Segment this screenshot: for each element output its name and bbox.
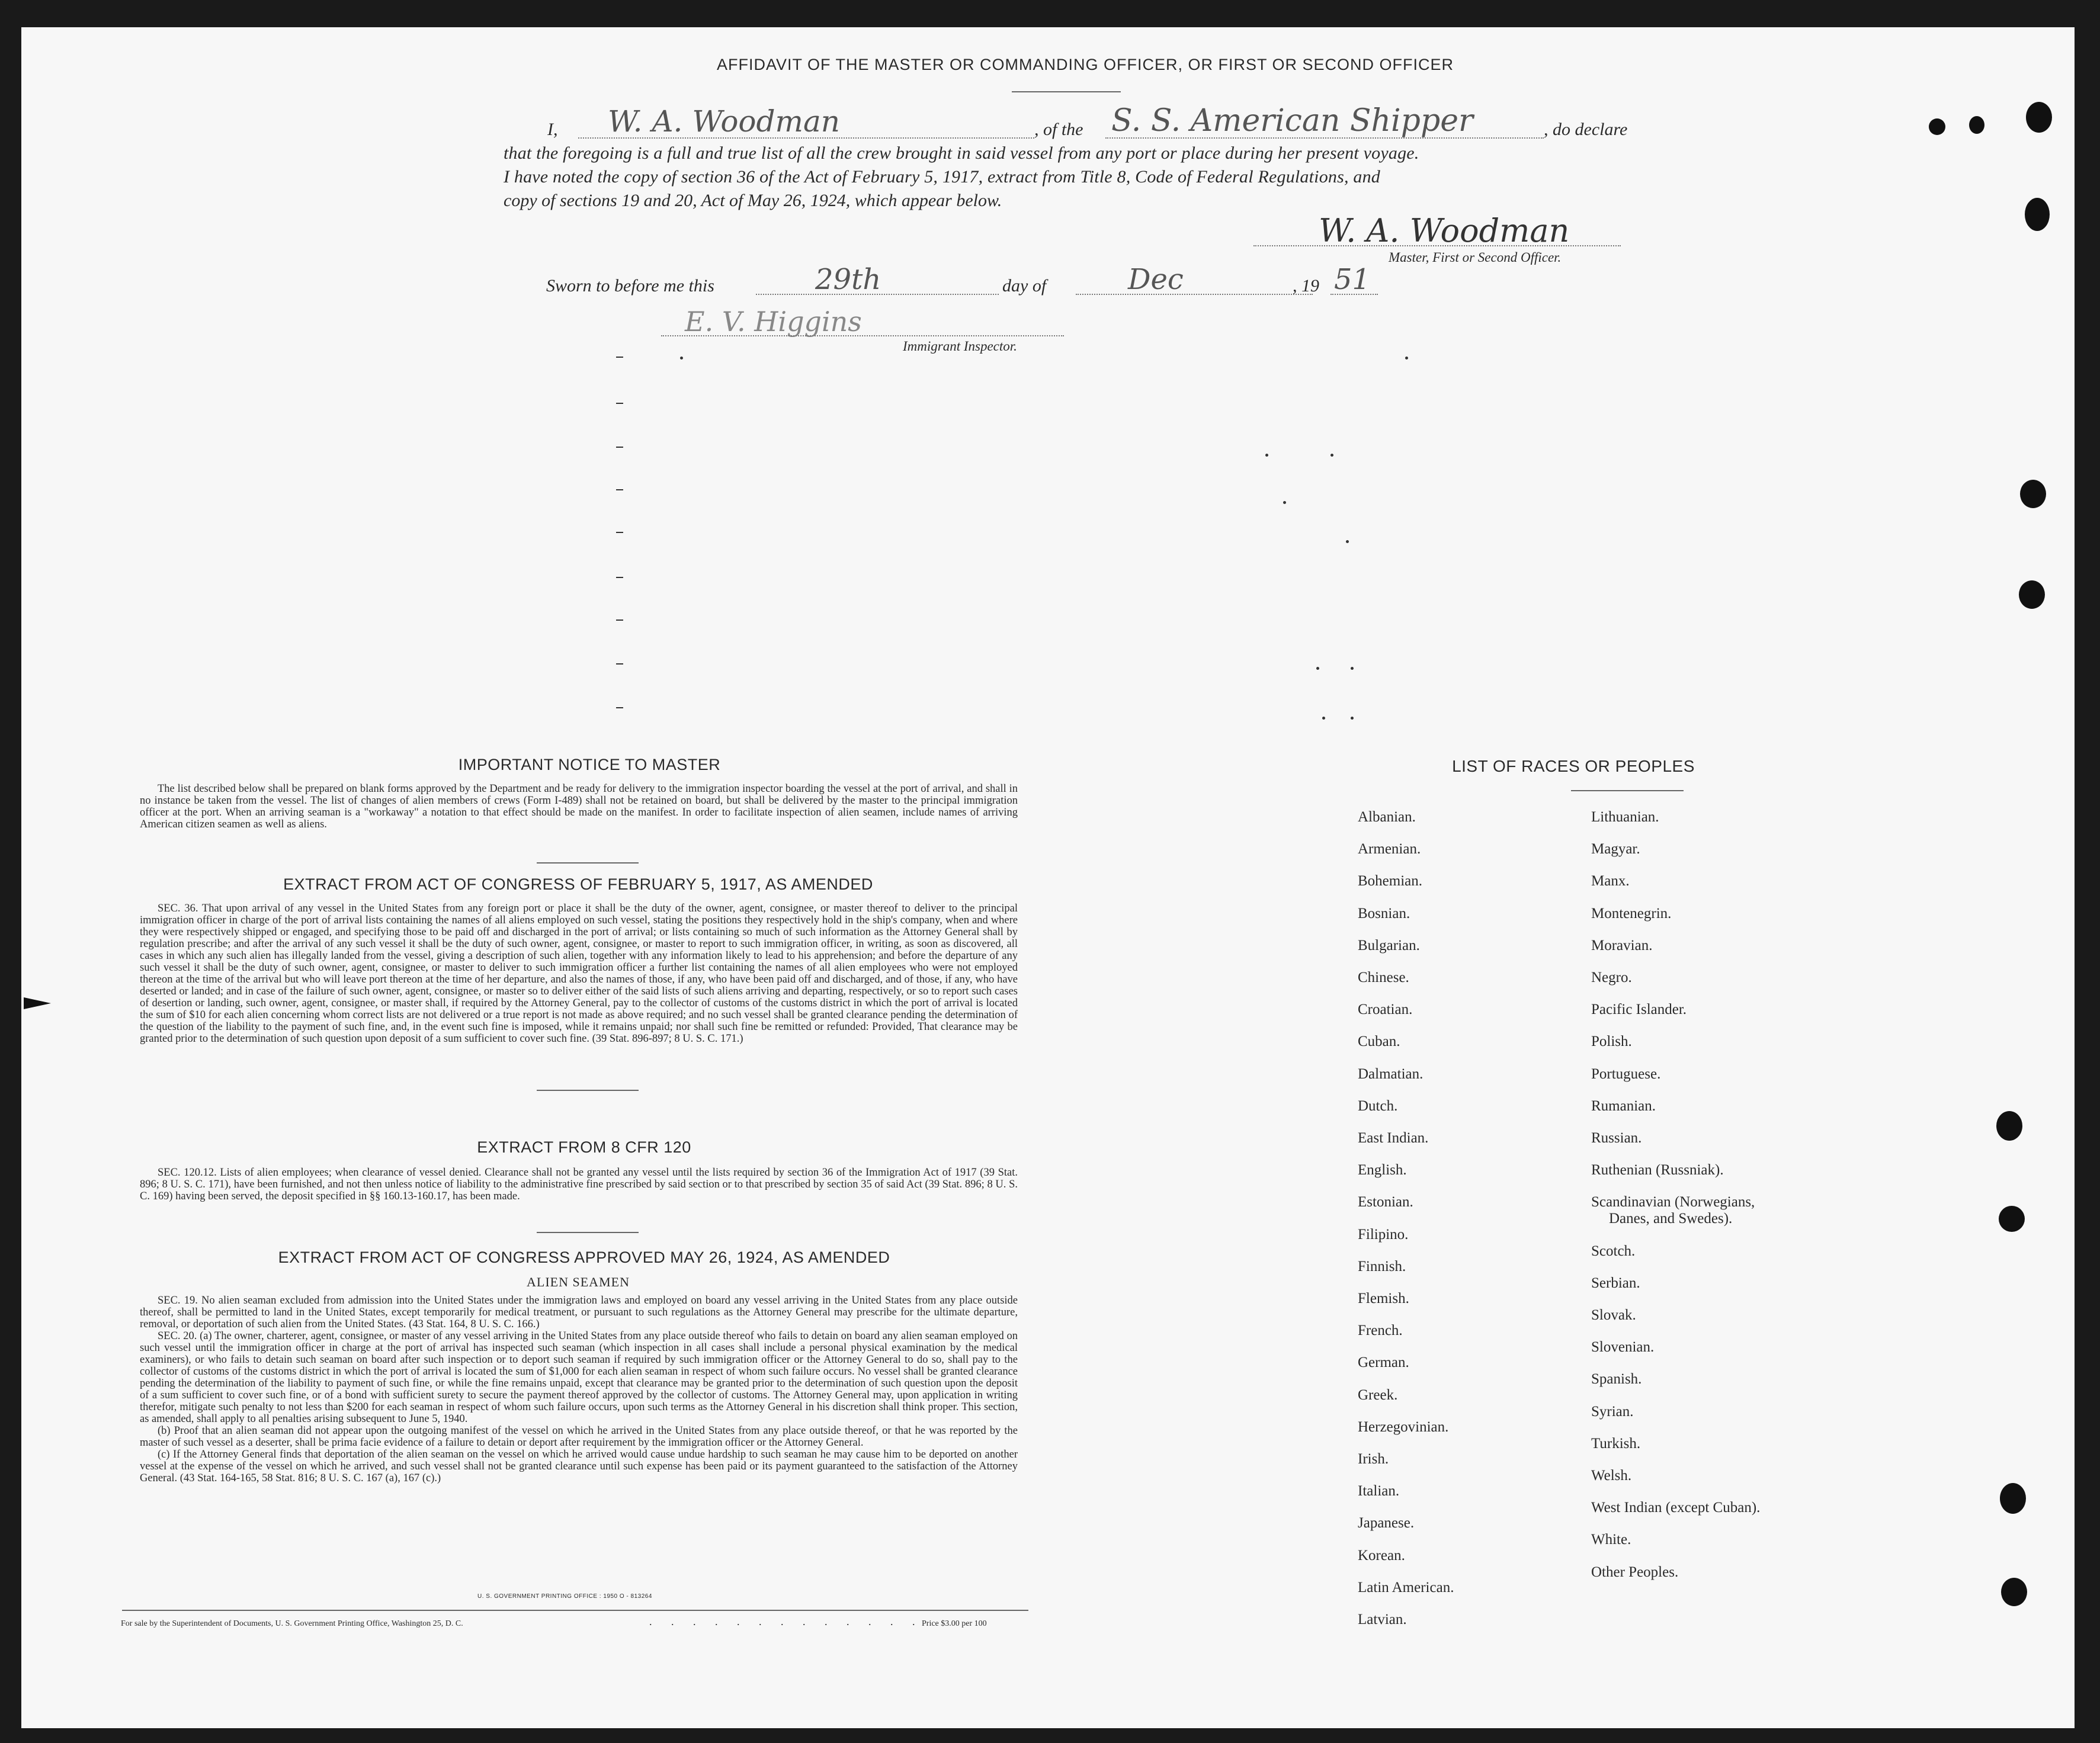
- sworn-day-handwritten: 29th: [815, 263, 881, 296]
- punch-hole-6: [1999, 1206, 2025, 1232]
- extract-1917-divider: [537, 1090, 639, 1091]
- extract-cfr-body: [140, 1167, 1018, 1202]
- affidavit-line-3: I have noted the copy of section 36 of the Act of February 5, 1917, extract from Title 8, Code of Federal Regulations, and: [504, 167, 1380, 187]
- vessel-name-handwritten: S. S. American Shipper: [1111, 103, 1473, 139]
- margin-dot: [1405, 357, 1408, 359]
- punch-hole-5: [1996, 1111, 2022, 1141]
- race-left-item: Finnish.: [1358, 1258, 1406, 1275]
- affidavit-i-label: I,: [547, 120, 558, 139]
- race-left-item: Estonian.: [1358, 1194, 1413, 1211]
- sec-20b-text: (b) Proof that an alien seaman did not appear upon the outgoing manifest of the vessel on which he arrived in the United States from any place outside thereof, or that he was reported by the master of such vessel as a deserter, shall be prima facie evidence of a failure to detain or deport after requirement by the immigration officer or the Attorney General.: [140, 1425, 1018, 1449]
- races-divider: [1571, 790, 1684, 791]
- race-left-item: Italian.: [1358, 1483, 1400, 1500]
- affidavit-do-declare: , do declare: [1544, 120, 1628, 139]
- race-right-item: West Indian (except Cuban).: [1591, 1500, 1761, 1516]
- race-left-item: Korean.: [1358, 1547, 1405, 1564]
- extract-1924-title: EXTRACT FROM ACT OF CONGRESS APPROVED MAY 26, 1924, AS AMENDED: [278, 1248, 890, 1266]
- race-left-item: Irish.: [1358, 1451, 1389, 1467]
- race-right-item: Other Peoples.: [1591, 1564, 1679, 1580]
- race-right-item: Montenegrin.: [1591, 905, 1672, 922]
- race-right-item: Moravian.: [1591, 937, 1653, 954]
- notice-body: [140, 783, 1018, 830]
- race-left-item: English.: [1358, 1162, 1407, 1179]
- race-left-item: Cuban.: [1358, 1033, 1400, 1050]
- sale-note: For sale by the Superintendent of Documents, U. S. Government Printing Office, Washington 25, D. C.: [121, 1619, 463, 1628]
- notice-divider: [537, 862, 639, 864]
- race-left-item: Croatian.: [1358, 1001, 1413, 1018]
- margin-dash: [616, 403, 623, 404]
- race-left-item: Latvian.: [1358, 1612, 1407, 1628]
- sworn-year-prefix: , 19: [1293, 276, 1319, 296]
- race-right-item: Serbian.: [1591, 1275, 1640, 1291]
- extract-1917-text: SEC. 36. That upon arrival of any vessel in the United States from any foreign port or place it shall be the duty of the owner, agent, consignee, or master thereof to deliver to the principal immigration officer in charge of the port of arrival lists containing the names of all aliens employed on such vessel, stating the positions they respectively hold in the ship's company, when and where they were respectively shipped or engaged, and specifying those to be paid off and discharged in the port of arrival; or lists containing so much of such information as the Attorney General shall by regulation prescribe; and after the arrival of any such vessel it shall be the duty of such owner, agent, consignee, or master to report to such immigration officer, in writing, as soon as discovered, all cases in which any such alien has illegally landed from the vessel, giving a description of such alien, together with any information likely to lead to his apprehension; and before the departure of any such vessel it shall be the duty of such owner, agent, consignee, or master to deliver to such immigration officer a further list containing the names of all alien employees who were not employed thereon at the time of the arrival but who will leave port thereon at the time of her departure, and also the names of those, if any, who have been paid off and discharged, and of those, if any, who have deserted or landed; and in case of the failure of such owner, agent, consignee, or master so to deliver either of the said lists of such aliens arriving and departing, respectively, or so to report such cases of desertion or landing, such owner, agent, consignee, or master shall, if required by the Attorney General, pay to the collector of customs of the customs district in which the port of arrival is located the sum of $10 for each alien concerning whom correct lists are not delivered or a true report is not made as above required; and no such vessel shall be granted clearance pending the determination of the question of the liability to the payment of such fine, and, in the event such fine is imposed, while it remains unpaid; nor shall such fine be remitted or refunded: Provided, That clearance may be granted prior to the determination of such question upon deposit of a sum sufficient to cover such fine. (39 Stat. 896-897; 8 U. S. C. 171.): [140, 903, 1018, 1045]
- margin-dot: [1316, 667, 1319, 670]
- margin-dash: [616, 663, 623, 665]
- margin-dot: [1351, 717, 1354, 720]
- race-left-item: Latin American.: [1358, 1579, 1454, 1596]
- race-left-item: Dalmatian.: [1358, 1065, 1423, 1082]
- margin-dash: [616, 619, 623, 621]
- punch-hole-3: [2020, 480, 2046, 508]
- race-right-item: Welsh.: [1591, 1468, 1632, 1484]
- race-right-item: Slovenian.: [1591, 1339, 1655, 1356]
- race-left-item: Filipino.: [1358, 1226, 1409, 1243]
- punch-hole-8: [2001, 1578, 2027, 1606]
- notice-title: IMPORTANT NOTICE TO MASTER: [458, 756, 721, 773]
- race-right-item: Scandinavian (Norwegians,: [1591, 1194, 1755, 1211]
- race-right-item: Manx.: [1591, 873, 1630, 890]
- inspector-caption: Immigrant Inspector.: [903, 339, 1017, 354]
- signature-line: [1253, 245, 1621, 246]
- race-left-item: Flemish.: [1358, 1291, 1409, 1307]
- race-left-item: Herzegovinian.: [1358, 1418, 1449, 1435]
- day-blank-line: [756, 294, 999, 295]
- race-right-item: Portuguese.: [1591, 1065, 1661, 1082]
- punch-hole-top: [2026, 102, 2052, 133]
- punch-hole-2: [2025, 198, 2050, 231]
- margin-dash: [616, 707, 623, 708]
- margin-dot: [1265, 454, 1268, 457]
- edge-notch: [24, 997, 51, 1009]
- race-right-item: Slovak.: [1591, 1307, 1636, 1323]
- extract-cfr-text: SEC. 120.12. Lists of alien employees; when clearance of vessel denied. Clearance shall not be granted any vessel until the lists required by section 36 of the Immigration Act of 1917 (39 Stat. 896; 8 U. S. C. 171), have been furnished, and not then unless notice of liability to the administrative fine prescribed by said section or to that prescribed by section 35 of said Act (39 Stat. 896; 8 U. S. C. 169) having been served, the deposit specified in §§ 160.13-160.17, has been made.: [140, 1167, 1018, 1202]
- extract-cfr-divider: [537, 1232, 639, 1233]
- race-left-item: Dutch.: [1358, 1097, 1398, 1114]
- inspector-signature: E. V. Higgins: [685, 306, 862, 338]
- extract-1917-title: EXTRACT FROM ACT OF CONGRESS OF FEBRUARY 5, 1917, AS AMENDED: [283, 875, 873, 893]
- race-right-item: Spanish.: [1591, 1371, 1642, 1388]
- master-signature: W. A. Woodman: [1319, 212, 1570, 249]
- extract-1924-body: [140, 1295, 1018, 1484]
- footer-leader-dots: . . . . . . . . . . . . .: [649, 1616, 924, 1628]
- sworn-label: Sworn to before me this: [546, 276, 714, 296]
- punch-hole-small-1: [1969, 116, 1984, 134]
- affidavit-line-4: copy of sections 19 and 20, Act of May 26, 1924, which appear below.: [504, 191, 1002, 210]
- race-right-item: Scotch.: [1591, 1243, 1636, 1259]
- sworn-day-of: day of: [1002, 276, 1047, 296]
- race-right-item: White.: [1591, 1532, 1631, 1548]
- punch-hole-7: [2000, 1483, 2026, 1514]
- margin-dot: [680, 357, 683, 359]
- margin-dash: [616, 489, 623, 490]
- master-name-handwritten: W. A. Woodman: [608, 104, 840, 139]
- extract-1917-body: [140, 903, 1018, 1045]
- month-blank-line: [1076, 294, 1313, 295]
- margin-dot: [1322, 717, 1325, 720]
- races-title: LIST OF RACES OR PEOPLES: [1452, 757, 1695, 775]
- race-right-item-continued: Danes, and Swedes).: [1609, 1211, 1733, 1227]
- sec-20a-text: SEC. 20. (a) The owner, charterer, agent, consignee, or master of any vessel arriving in the United States from any place outside thereof who fails to detain on board any alien seaman employed on such vessel until the immigration officer in charge at the port of arrival has inspected such seaman (which inspection in all cases shall include a personal physical examination by the medical examiners), or who fails to detain such seaman on board after such inspection or to deport such seaman if required by such immigration officer or the Attorney General to do so, shall pay to the collector of customs of the customs district in which the port of arrival is located the sum of $1,000 for each alien seaman in respect of whom such failure occurs. No vessel shall be granted clearance pending the determination of the liability to payment of such fine, or while the fine remains unpaid, except that clearance may be granted prior to the determination of such question upon the deposit of a sum sufficient to cover such fine, or of a bond with sufficient surety to secure the payment thereof approved by the collector of customs. The Attorney General may, upon application in writing therefor, mitigate such penalty to not less than $200 for each seaman in respect of whom such failure occurs, upon such terms as the Attorney General in his discretion shall think proper. This section, as amended, shall apply to all penalties arising subsequent to June 5, 1940.: [140, 1330, 1018, 1425]
- race-right-item: Magyar.: [1591, 841, 1640, 858]
- margin-dot: [1346, 540, 1349, 543]
- margin-dash: [616, 577, 623, 578]
- race-right-item: Rumanian.: [1591, 1097, 1656, 1114]
- margin-dot: [1330, 454, 1333, 457]
- affidavit-of-the: , of the: [1034, 120, 1083, 139]
- race-left-item: Bohemian.: [1358, 873, 1423, 890]
- race-right-item: Ruthenian (Russniak).: [1591, 1162, 1724, 1179]
- sworn-year-handwritten: 51: [1334, 263, 1371, 296]
- race-left-item: Bosnian.: [1358, 905, 1410, 922]
- race-left-item: German.: [1358, 1354, 1409, 1371]
- margin-dash: [616, 447, 623, 448]
- sworn-month-handwritten: Dec: [1128, 263, 1184, 296]
- margin-dash: [616, 357, 623, 358]
- signature-caption: Master, First or Second Officer.: [1389, 250, 1562, 265]
- race-left-item: Armenian.: [1358, 841, 1421, 858]
- race-right-item: Russian.: [1591, 1130, 1642, 1146]
- margin-dot: [1351, 667, 1354, 670]
- printing-office-note: U. S. GOVERNMENT PRINTING OFFICE : 1950 O - 813264: [477, 1593, 652, 1600]
- margin-dot: [1283, 501, 1286, 504]
- form-page: [21, 27, 2075, 1728]
- notice-text: The list described below shall be prepared on blank forms approved by the Department and be ready for delivery to the immigration inspector boarding the vessel at the port of arrival, and shall in no instance be taken from the vessel. The list of changes of alien members of crews (Form I-489) shall not be retained on board, but shall be delivered by the master to the principal immigration officer at the port. When an arriving seaman is a "workaway" a notation to that effect should be made on the manifest. In order to facilitate inspection of alien seamen, include names of arriving American citizen seamen as well as aliens.: [140, 783, 1018, 830]
- name-blank-line: [578, 137, 1034, 139]
- race-left-item: Chinese.: [1358, 970, 1409, 986]
- inspector-line: [661, 335, 1064, 336]
- sec-20c-text: (c) If the Attorney General finds that deportation of the alien seaman on the vessel on which he arrived would cause undue hardship to such seaman he may cause him to be deported on another vessel at the expense of the vessel on which he arrived, and such vessel shall not be granted clearance until such expense has been paid or its payment guaranteed to the satisfaction of the Attorney General. (43 Stat. 164-165, 58 Stat. 816; 8 U. S. C. 167 (a), 167 (c).): [140, 1449, 1018, 1484]
- race-left-item: East Indian.: [1358, 1130, 1429, 1146]
- margin-dash: [616, 532, 623, 533]
- affidavit-title: AFFIDAVIT OF THE MASTER OR COMMANDING OFFICER, OR FIRST OR SECOND OFFICER: [716, 56, 1454, 73]
- race-right-item: Lithuanian.: [1591, 809, 1659, 825]
- footer-rule: [122, 1610, 1028, 1611]
- punch-hole-small-2: [1929, 118, 1945, 135]
- race-right-item: Pacific Islander.: [1591, 1001, 1687, 1018]
- race-right-item: Syrian.: [1591, 1403, 1634, 1420]
- race-left-item: Japanese.: [1358, 1515, 1415, 1532]
- extract-cfr-title: EXTRACT FROM 8 CFR 120: [477, 1138, 691, 1156]
- race-right-item: Turkish.: [1591, 1435, 1641, 1452]
- affidavit-line-2: that the foregoing is a full and true list of all the crew brought in said vessel from any port or place during her present voyage.: [504, 143, 1419, 163]
- race-right-item: Polish.: [1591, 1033, 1632, 1050]
- punch-hole-4: [2019, 580, 2045, 609]
- sec-19-text: SEC. 19. No alien seaman excluded from admission into the United States under the immigration laws and employed on board any vessel arriving in the United States from any place outside thereof, shall be permitted to land in the United States, except temporarily for medical treatment, or pursuant to such regulations as the Attorney General may prescribe for the ultimate departure, removal, or deportation of such alien from the United States. (43 Stat. 164, 8 U. S. C. 166.): [140, 1295, 1018, 1330]
- title-divider: [1012, 91, 1121, 92]
- price-note: Price $3.00 per 100: [922, 1619, 987, 1628]
- alien-seamen-subtitle: ALIEN SEAMEN: [527, 1275, 630, 1289]
- year-blank-line: [1330, 294, 1378, 295]
- vessel-blank-line: [1105, 137, 1544, 139]
- race-left-item: Bulgarian.: [1358, 937, 1420, 954]
- race-left-item: Greek.: [1358, 1386, 1398, 1403]
- race-right-item: Negro.: [1591, 970, 1632, 986]
- race-left-item: Albanian.: [1358, 809, 1416, 825]
- race-left-item: French.: [1358, 1323, 1403, 1339]
